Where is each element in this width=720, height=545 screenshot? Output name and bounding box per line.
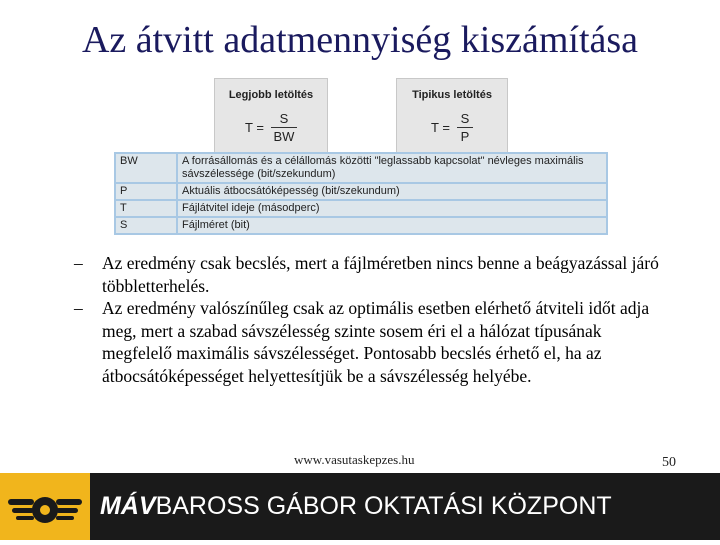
formula-numerator: S [460,111,470,126]
bullet-list [74,252,674,388]
legend-symbol: BW [115,153,177,183]
bullet-item [74,297,674,387]
formula-numerator: S [279,111,289,126]
formula-denominator: P [460,129,470,144]
legend-symbol: T [115,200,177,217]
mav-winged-wheel-logo-icon [0,473,90,540]
bullet-marker: – [74,253,83,273]
bullet-marker: – [74,298,83,319]
formula-lhs: T = [431,120,450,135]
formula-denominator: BW [273,129,295,144]
best-download-formula [214,78,328,154]
footer-url: www.vasutaskepzes.hu [294,452,415,467]
slide-title: Az átvitt adatmennyiség kiszámítása [81,19,639,61]
logo-tile [0,473,90,540]
legend-description: A forrásállomás és a célállomás közötti "leglassabb kapcsolat" névleges maximális sávszélessége (bit/szekundum) [177,153,607,183]
symbol-legend-table [114,152,608,235]
legend-row [115,200,607,217]
legend-description: Fájlátvitel ideje (másodperc) [177,200,607,217]
page-number: 50 [662,455,676,470]
brand-footer-bar [0,473,720,540]
fraction-line [457,127,473,128]
legend-row [115,183,607,200]
legend-description: Fájlméret (bit) [177,217,607,234]
formula-lhs: T = [245,120,264,135]
formula-expression [397,111,507,145]
formula-fraction [271,111,297,144]
brand-title: BAROSS GÁBOR OKTATÁSI KÖZPONT [155,492,612,520]
bullet-item [74,252,674,297]
formula-expression [215,111,327,145]
fraction-line [271,127,297,128]
bullet-text: Az eredmény csak becslés, mert a fájlméretben nincs benne a beágyazással járó többletterhelés. [102,253,659,296]
brand-mav: MÁV [100,492,156,520]
formula-heading: Legjobb letöltés [228,89,314,101]
legend-symbol: S [115,217,177,234]
formula-heading: Tipikus letöltés [412,89,492,101]
brand-name [100,473,612,540]
legend-row [115,153,607,183]
formula-fraction [457,111,473,144]
bullet-text: Az eredmény valószínűleg csak az optimális esetben elérhető átviteli időt adja meg, mert a szabad sávszélesség szinte sosem éri el a hálózat típusának megfelelő maximális sávszélességet. Pontosabb becslés érhető el, ha az átbocsátóképességet helyettesítjük be a sávszélesség helyébe. [102,298,650,386]
typical-download-formula [396,78,508,154]
legend-description: Aktuális átbocsátóképesség (bit/szekundum) [177,183,607,200]
legend-row [115,217,607,234]
legend-symbol: P [115,183,177,200]
